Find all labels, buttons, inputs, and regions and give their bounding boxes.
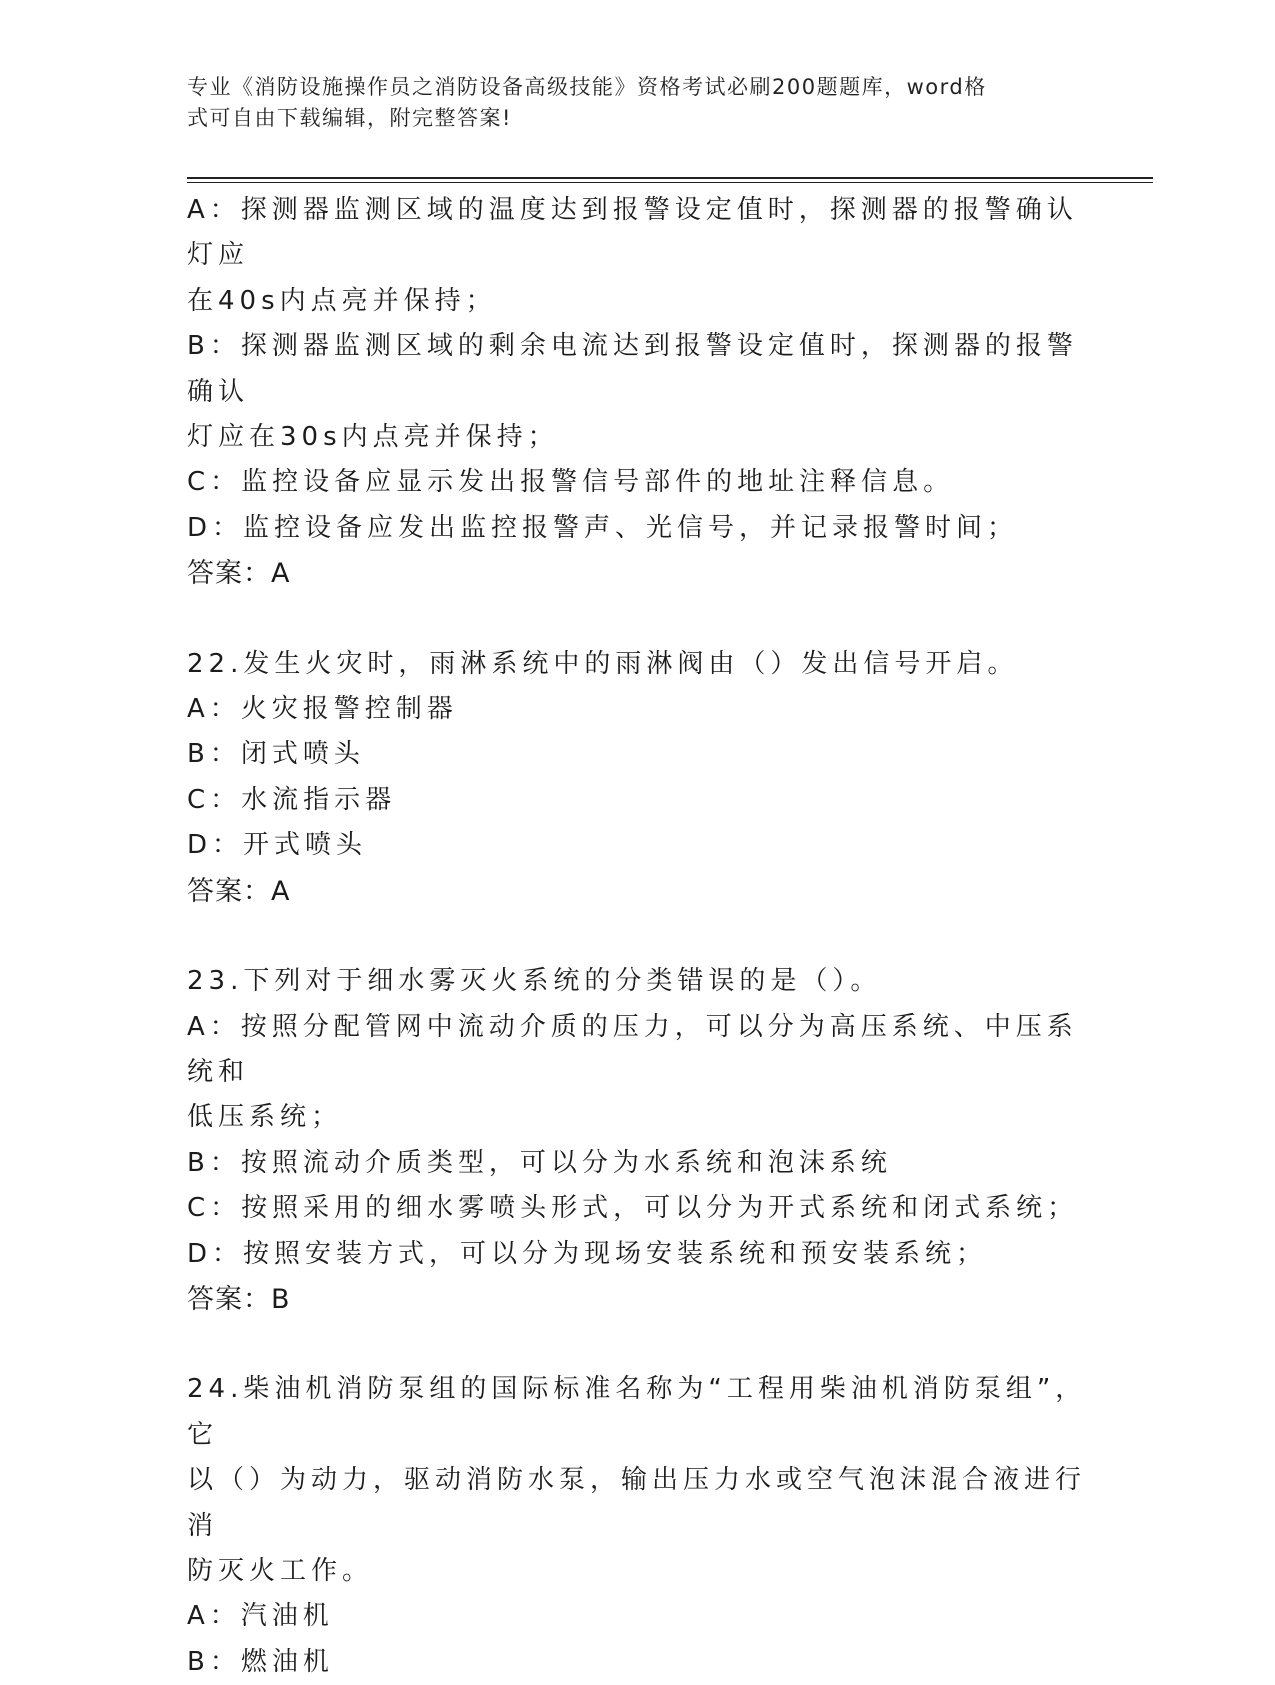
header-rule-thin [187,182,1153,183]
option-a-line-2: 低压系统； [187,1102,343,1133]
option-c: C：按照采用的细水雾喷头形式，可以分为开式系统和闭式系统； [187,1193,1079,1224]
option-b-line-2: 灯应在30s内点亮并保持； [187,422,559,453]
question-23-block [187,959,1087,1322]
option-a-line-2: 在40s内点亮并保持； [187,285,497,316]
option-a-line-1: A：探测器监测区域的温度达到报警设定值时，探测器的报警确认灯应 [187,195,1078,271]
answer-line: 答案：A [187,558,291,590]
option-b-line-1: B：探测器监测区域的剩余电流达到报警设定值时，探测器的报警确认 [187,331,1078,407]
question-text: 23.下列对于细水雾灭火系统的分类错误的是（）。 [187,966,882,997]
option-c: C：水流指示器 [187,784,397,815]
option-b: B：闭式喷头 [187,739,365,770]
header-line-1: 专业《消防设施操作员之消防设备高级技能》资格考试必刷200题题库，word格 [187,75,987,99]
option-b: B：按照流动介质类型，可以分为水系统和泡沫系统 [187,1147,892,1178]
option-a: A：火灾报警控制器 [187,694,458,725]
spacer [187,597,1087,642]
answer-line: 答案：B [187,1283,291,1315]
question-text-line-3: 防灭火工作。 [187,1555,374,1586]
spacer [187,914,1087,959]
option-b: B：燃油机 [187,1646,334,1677]
header-line-2: 式可自由下载编辑，附完整答案! [187,106,512,130]
option-d: D：监控设备应发出监控报警声、光信号，并记录报警时间； [187,512,1019,543]
document-header [187,72,1067,134]
option-a-line-1: A：按照分配管网中流动介质的压力，可以分为高压系统、中压系统和 [187,1011,1078,1087]
option-d: D：按照安装方式，可以分为现场安装系统和预安装系统； [187,1238,988,1269]
option-c: C：监控设备应显示发出报警信号部件的地址注释信息。 [187,467,955,498]
question-text-line-2: 以（）为动力，驱动消防水泵，输出压力水或空气泡沫混合液进行消 [187,1465,1087,1541]
spacer [187,1322,1087,1367]
question-24-block [187,1367,1087,1685]
question-22-block [187,642,1087,914]
option-a: A：汽油机 [187,1601,334,1632]
question-content [187,188,1087,1685]
question-text: 22.发生火灾时，雨淋系统中的雨淋阀由（）发出信号开启。 [187,648,1019,679]
header-rule-thick [187,177,1153,179]
question-21-block [187,188,1087,597]
option-d: D：开式喷头 [187,830,368,861]
answer-line: 答案：A [187,875,291,907]
question-text-line-1: 24.柴油机消防泵组的国际标准名称为“工程用柴油机消防泵组”，它 [187,1374,1087,1450]
